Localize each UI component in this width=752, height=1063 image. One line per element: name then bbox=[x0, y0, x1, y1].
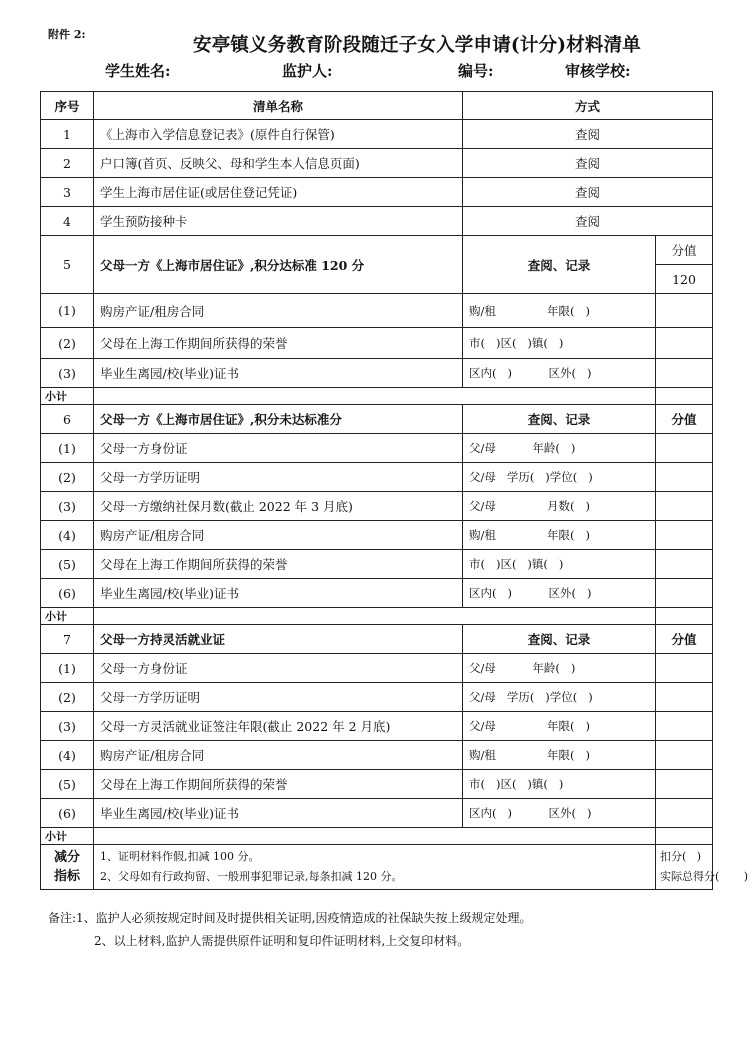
table-row bbox=[41, 463, 713, 492]
note-2: 2、以上材料,监护人需提供原件证明和复印件证明材料,上交复印材料。 bbox=[94, 934, 470, 948]
row-method: 区内( ) 区外( ) bbox=[463, 799, 656, 828]
attachment-label: 附件 2: bbox=[48, 28, 86, 41]
row-score bbox=[656, 492, 713, 521]
table-row bbox=[41, 149, 713, 178]
row-seq: 1 bbox=[41, 120, 94, 149]
row-seq: (5) bbox=[41, 770, 94, 799]
row-score bbox=[656, 328, 713, 359]
row-score bbox=[656, 683, 713, 712]
row-score bbox=[656, 521, 713, 550]
deduction-label bbox=[41, 845, 94, 890]
section6-title: 父母一方《上海市居住证》,积分未达标准分 bbox=[94, 405, 463, 434]
header-method: 方式 bbox=[463, 92, 713, 120]
row-score bbox=[656, 770, 713, 799]
section7-header-row bbox=[41, 625, 713, 654]
row-seq: (5) bbox=[41, 550, 94, 579]
row-seq: (2) bbox=[41, 463, 94, 492]
row-name: 父母一方缴纳社保月数(截止 2022 年 3 月底) bbox=[94, 492, 463, 521]
table-row bbox=[41, 579, 713, 608]
row-method: 市( )区( )镇( ) bbox=[463, 770, 656, 799]
row-method: 购/租 年限( ) bbox=[463, 521, 656, 550]
row-name: 学生预防接种卡 bbox=[94, 207, 463, 236]
row-method: 父/母 年龄( ) bbox=[463, 434, 656, 463]
row-score bbox=[656, 463, 713, 492]
row-name: 父母一方学历证明 bbox=[94, 463, 463, 492]
row-method: 父/母 年龄( ) bbox=[463, 654, 656, 683]
row-name: 学生上海市居住证(或居住登记凭证) bbox=[94, 178, 463, 207]
section7-score-label: 分值 bbox=[656, 625, 713, 654]
deduction-label-line2: 指标 bbox=[53, 869, 80, 884]
number-label: 编号: bbox=[458, 62, 494, 80]
row-method: 区内( ) 区外( ) bbox=[463, 579, 656, 608]
row-score bbox=[656, 359, 713, 388]
row-seq: (4) bbox=[41, 741, 94, 770]
table-row bbox=[41, 359, 713, 388]
row-seq: (3) bbox=[41, 492, 94, 521]
row-name: 父母在上海工作期间所获得的荣誉 bbox=[94, 770, 463, 799]
page-title: 安亭镇义务教育阶段随迁子女入学申请(计分)材料清单 bbox=[193, 35, 642, 56]
table-row bbox=[41, 683, 713, 712]
subtotal-row bbox=[41, 608, 713, 625]
row-name: 毕业生离园/校(毕业)证书 bbox=[94, 579, 463, 608]
row-method: 查阅 bbox=[463, 178, 713, 207]
row-name: 父母一方学历证明 bbox=[94, 683, 463, 712]
section5-header-row bbox=[41, 236, 713, 265]
subtotal-row bbox=[41, 388, 713, 405]
row-score bbox=[656, 550, 713, 579]
school-label: 审核学校: bbox=[565, 62, 631, 80]
subtotal-label: 小计 bbox=[41, 608, 94, 625]
header-name: 清单名称 bbox=[94, 92, 463, 120]
section5-title: 父母一方《上海市居住证》,积分达标准 120 分 bbox=[94, 236, 463, 294]
section7-seq: 7 bbox=[41, 625, 94, 654]
section6-score-label: 分值 bbox=[656, 405, 713, 434]
row-method: 市( )区( )镇( ) bbox=[463, 550, 656, 579]
student-name-label: 学生姓名: bbox=[105, 62, 171, 80]
row-name: 户口簿(首页、反映父、母和学生本人信息页面) bbox=[94, 149, 463, 178]
table-row bbox=[41, 550, 713, 579]
row-score bbox=[656, 654, 713, 683]
deduction-label-line1: 减分 bbox=[53, 850, 80, 865]
row-seq: (4) bbox=[41, 521, 94, 550]
section7-title: 父母一方持灵活就业证 bbox=[94, 625, 463, 654]
row-method: 父/母 学历( )学位( ) bbox=[463, 683, 656, 712]
section6-method: 查阅、记录 bbox=[463, 405, 656, 434]
row-name: 父母一方身份证 bbox=[94, 654, 463, 683]
row-score bbox=[656, 434, 713, 463]
table-row bbox=[41, 434, 713, 463]
row-name: 购房产证/租房合同 bbox=[94, 294, 463, 328]
row-name: 父母在上海工作期间所获得的荣誉 bbox=[94, 328, 463, 359]
section5-score-label: 分值 bbox=[656, 236, 713, 265]
table-header-row bbox=[41, 92, 713, 120]
table-row bbox=[41, 294, 713, 328]
row-method: 查阅 bbox=[463, 120, 713, 149]
table-row bbox=[41, 328, 713, 359]
row-score bbox=[656, 294, 713, 328]
row-seq: (3) bbox=[41, 712, 94, 741]
deduction-rules bbox=[94, 845, 656, 890]
row-seq: (1) bbox=[41, 654, 94, 683]
row-method: 市( )区( )镇( ) bbox=[463, 328, 656, 359]
deduction-rule-1: 1、证明材料作假,扣减 100 分。 bbox=[100, 850, 260, 863]
row-seq: 4 bbox=[41, 207, 94, 236]
table-row bbox=[41, 120, 713, 149]
guardian-label: 监护人: bbox=[282, 62, 333, 80]
row-seq: 2 bbox=[41, 149, 94, 178]
table-row bbox=[41, 492, 713, 521]
note-1: 备注:1、监护人必须按规定时间及时提供相关证明,因疫情造成的社保缺失按上级规定处理。 bbox=[48, 911, 532, 925]
subtotal-row bbox=[41, 828, 713, 845]
subtotal-label: 小计 bbox=[41, 828, 94, 845]
row-method: 父/母 学历( )学位( ) bbox=[463, 463, 656, 492]
row-seq: (3) bbox=[41, 359, 94, 388]
row-method: 购/租 年限( ) bbox=[463, 294, 656, 328]
table-row bbox=[41, 799, 713, 828]
row-seq: (2) bbox=[41, 328, 94, 359]
deduction-row bbox=[41, 845, 713, 890]
deduction-rule-2: 2、父母如有行政拘留、一般刑事犯罪记录,每条扣减 120 分。 bbox=[100, 870, 403, 883]
section6-header-row bbox=[41, 405, 713, 434]
section5-score-value: 120 bbox=[656, 265, 713, 294]
row-method: 查阅 bbox=[463, 149, 713, 178]
row-name: 父母一方灵活就业证签注年限(截止 2022 年 2 月底) bbox=[94, 712, 463, 741]
row-name: 购房产证/租房合同 bbox=[94, 741, 463, 770]
row-seq: (1) bbox=[41, 434, 94, 463]
row-name: 毕业生离园/校(毕业)证书 bbox=[94, 359, 463, 388]
table-row bbox=[41, 207, 713, 236]
row-seq: (2) bbox=[41, 683, 94, 712]
row-score bbox=[656, 741, 713, 770]
table-row bbox=[41, 770, 713, 799]
actual-total-field: 实际总得分( ) bbox=[660, 870, 749, 883]
table-row bbox=[41, 654, 713, 683]
row-seq: (6) bbox=[41, 799, 94, 828]
row-method: 查阅 bbox=[463, 207, 713, 236]
table-row bbox=[41, 712, 713, 741]
table-row bbox=[41, 741, 713, 770]
table-row bbox=[41, 178, 713, 207]
table-row bbox=[41, 521, 713, 550]
row-score bbox=[656, 579, 713, 608]
section6-seq: 6 bbox=[41, 405, 94, 434]
row-name: 父母在上海工作期间所获得的荣誉 bbox=[94, 550, 463, 579]
row-name: 毕业生离园/校(毕业)证书 bbox=[94, 799, 463, 828]
header-seq: 序号 bbox=[41, 92, 94, 120]
row-seq: (1) bbox=[41, 294, 94, 328]
section5-seq: 5 bbox=[41, 236, 94, 294]
deducted-field: 扣分( ) bbox=[660, 850, 702, 863]
deduction-scores bbox=[656, 845, 749, 890]
section5-method: 查阅、记录 bbox=[463, 236, 656, 294]
materials-table bbox=[40, 91, 749, 890]
row-method: 父/母 月数( ) bbox=[463, 492, 656, 521]
row-name: 父母一方身份证 bbox=[94, 434, 463, 463]
row-name: 《上海市入学信息登记表》(原件自行保管) bbox=[94, 120, 463, 149]
row-method: 父/母 年限( ) bbox=[463, 712, 656, 741]
subtotal-label: 小计 bbox=[41, 388, 94, 405]
row-method: 购/租 年限( ) bbox=[463, 741, 656, 770]
row-score bbox=[656, 799, 713, 828]
row-seq: 3 bbox=[41, 178, 94, 207]
row-seq: (6) bbox=[41, 579, 94, 608]
row-score bbox=[656, 712, 713, 741]
section7-method: 查阅、记录 bbox=[463, 625, 656, 654]
row-name: 购房产证/租房合同 bbox=[94, 521, 463, 550]
row-method: 区内( ) 区外( ) bbox=[463, 359, 656, 388]
